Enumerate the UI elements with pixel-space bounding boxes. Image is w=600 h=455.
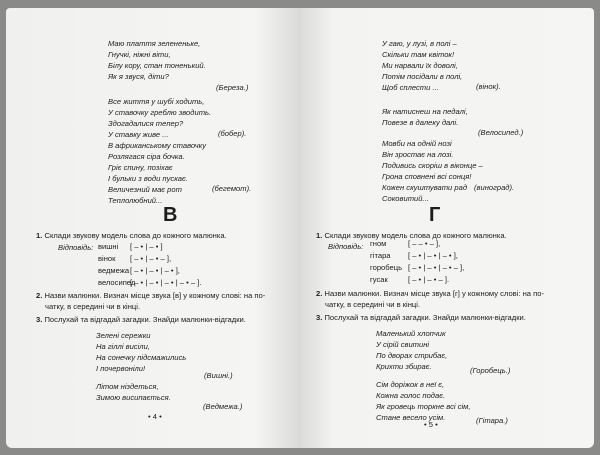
- poem-grapes: Мовби на одній нозі Він зростає на лозі. Подивись скоріш в віконце – Грона сповнені всі сонця! Кожен скуштувати рад Соковитий...: [382, 139, 483, 203]
- task-3: 3. Послухай та відгадай загадки. Знайди малюнки-відгадки.: [36, 315, 246, 324]
- riddle-cherries: Зелені сережки На гіллі висіли, На сонечку підсмажились І почервоніли!: [96, 331, 187, 373]
- task-1: 1. Склади звукову модель слова до кожного малюнка.: [36, 231, 227, 240]
- answer-beaver: (бобер).: [218, 129, 247, 138]
- answer-hippo: (бегемот).: [212, 184, 252, 193]
- riddle-bear-cub-answer: (Ведмежа.): [203, 402, 243, 411]
- answer-label: Відповідь:: [328, 242, 364, 251]
- page-number: • 5 •: [424, 420, 438, 429]
- riddle-cherries-answer: (Вишні.): [204, 371, 233, 380]
- answer-birch: (Береза.): [216, 83, 249, 92]
- poem-hippo: В африканському ставочку Розлягася сіра бочка. Гріє спину, позіхає І бульки з води пускає. Величезний має рот Теплолюбний...: [108, 141, 207, 205]
- answer-label: Відповідь:: [58, 243, 94, 252]
- task-2: 2. Назви малюнки. Визнач місце звука [в] у кожному слові: на по- чатку, в середині чи в кінці.: [36, 291, 266, 311]
- sound-models: гном [ – – • – ], гітара [ – • | – • | – • ], горобець [ – • | – • | – • – ], гусак [ – • | – • – ].: [370, 239, 465, 284]
- sound-models: вишні [ – • | – • ] вінок [ – • | – • – ], ведмежа[ – • | – • | – • ], велосипед[ – • | – • | – • | – • – ].: [98, 242, 202, 287]
- right-page: [298, 8, 594, 448]
- section-letter-h: Г: [429, 204, 441, 226]
- left-page: [6, 8, 298, 448]
- answer-wreath: (вінок).: [476, 82, 501, 91]
- poem-bicycle: Як натиснеш на педалі, Повезе в далеку далі.: [382, 107, 468, 127]
- page-number: • 4 •: [148, 412, 162, 421]
- riddle-guitar: Сім доріжок в неї є, Кожна голос подає. Як гровець торкне всі сім, Стане весело усім.: [376, 380, 471, 422]
- riddle-sparrow: Маленький хлопчик У сірій свитині По дворах стрибає, Крихти збирає.: [376, 329, 448, 371]
- poem-beaver: Все життя у шубі ходить, У ставочку греблю зводить. Здогадалися тепер? У ставку живе ...: [108, 97, 212, 139]
- poem-birch: Маю плаття зелененьке, Гнучкі, ніжні віти, Білу кору, стан тоненький. Як я звуся, діти?: [108, 39, 206, 81]
- riddle-guitar-answer: (Гітара.): [476, 416, 508, 425]
- task-3: 3. Послухай та відгадай загадки. Знайди малюнки-відгадки.: [316, 313, 526, 322]
- answer-bicycle: (Велосипед.): [478, 128, 524, 137]
- poem-wreath: У гаю, у лузі, в полі – Скільки там квіток! Ми нарвали їх доволі, Потім посідали в полі, Щоб сплести ...: [382, 39, 463, 92]
- task-1: 1. Склади звукову модель слова до кожного малюнка.: [316, 231, 507, 240]
- section-letter-v: В: [163, 204, 178, 226]
- answer-grapes: (виноград).: [474, 183, 515, 192]
- task-2: 2. Назви малюнки. Визнач місце звука [г] у кожному слові: на по- чатку, в середині чи в кінці.: [316, 289, 545, 309]
- riddle-bear-cub: Літом ніздеться, Зимою висипається.: [96, 382, 171, 402]
- riddle-sparrow-answer: (Горобець.): [470, 366, 511, 375]
